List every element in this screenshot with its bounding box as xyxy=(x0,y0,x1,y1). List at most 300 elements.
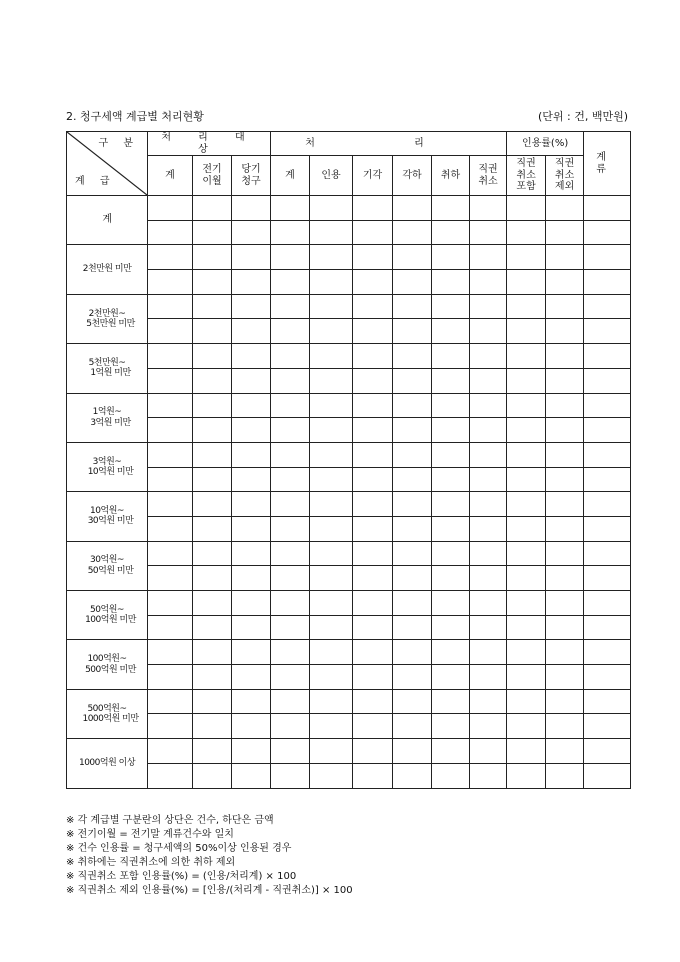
table-row-amount xyxy=(67,270,631,295)
table-cell xyxy=(432,615,470,640)
table-cell xyxy=(393,689,432,714)
table-cell xyxy=(584,196,631,221)
table-cell xyxy=(310,393,353,418)
table-row-count xyxy=(67,442,631,467)
table-cell xyxy=(393,591,432,616)
table-cell xyxy=(584,665,631,690)
table-cell xyxy=(353,220,393,245)
table-cell xyxy=(432,566,470,591)
table-cell xyxy=(353,368,393,393)
table-cell xyxy=(470,442,507,467)
table-cell xyxy=(353,763,393,788)
col-carryover: 전기 이월 xyxy=(193,156,232,196)
table-cell xyxy=(432,270,470,295)
table-cell xyxy=(193,270,232,295)
table-cell xyxy=(193,492,232,517)
col-current: 당기 청구 xyxy=(232,156,271,196)
table-cell xyxy=(470,344,507,369)
table-cell xyxy=(310,714,353,739)
table-cell xyxy=(546,270,584,295)
table-cell xyxy=(584,418,631,443)
table-cell xyxy=(193,541,232,566)
table-cell xyxy=(148,665,193,690)
table-cell xyxy=(393,196,432,221)
table-cell xyxy=(310,689,353,714)
table-cell xyxy=(232,294,271,319)
table-cell xyxy=(507,196,546,221)
table-cell xyxy=(507,739,546,764)
table-cell xyxy=(393,442,432,467)
table-cell xyxy=(148,516,193,541)
table-cell xyxy=(507,516,546,541)
table-cell xyxy=(193,640,232,665)
table-cell xyxy=(310,196,353,221)
table-cell xyxy=(193,368,232,393)
table-row-amount xyxy=(67,615,631,640)
table-cell xyxy=(232,442,271,467)
table-cell xyxy=(393,615,432,640)
table-cell xyxy=(393,516,432,541)
table-row-count xyxy=(67,344,631,369)
table-cell xyxy=(271,344,310,369)
table-cell xyxy=(148,393,193,418)
table-row-amount xyxy=(67,516,631,541)
table-cell xyxy=(271,442,310,467)
table-cell xyxy=(507,566,546,591)
table-cell xyxy=(584,368,631,393)
table-cell xyxy=(507,763,546,788)
table-cell xyxy=(353,689,393,714)
table-cell xyxy=(393,492,432,517)
table-row-amount xyxy=(67,665,631,690)
note: ※ 직권취소 포함 인용률(%) = (인용/처리계) × 100 xyxy=(66,871,297,882)
table-cell xyxy=(507,591,546,616)
table-cell xyxy=(470,270,507,295)
table-cell xyxy=(584,640,631,665)
table-cell xyxy=(470,245,507,270)
table-cell xyxy=(193,689,232,714)
table-cell xyxy=(232,566,271,591)
group-target: 처 리 대 상 xyxy=(148,132,271,156)
table-cell xyxy=(432,665,470,690)
table-cell xyxy=(271,516,310,541)
note: ※ 각 계급별 구분란의 상단은 건수, 하단은 금액 xyxy=(66,815,274,826)
table-cell xyxy=(310,566,353,591)
table-row-amount xyxy=(67,467,631,492)
table-cell xyxy=(271,541,310,566)
col-ex-officio: 직권 취소 xyxy=(470,156,507,196)
table-row-count xyxy=(67,591,631,616)
table-cell xyxy=(393,763,432,788)
table-cell xyxy=(232,245,271,270)
table-cell xyxy=(584,492,631,517)
table-cell xyxy=(546,615,584,640)
table-row-amount xyxy=(67,418,631,443)
table-cell xyxy=(546,640,584,665)
table-cell xyxy=(193,196,232,221)
table-cell xyxy=(584,294,631,319)
table-cell xyxy=(393,393,432,418)
table-cell xyxy=(232,418,271,443)
table-cell xyxy=(393,714,432,739)
table-cell xyxy=(148,442,193,467)
table-cell xyxy=(353,442,393,467)
row-label: 2천만원~ 5천만원 미만 xyxy=(67,294,148,343)
table-cell xyxy=(193,245,232,270)
table-cell xyxy=(432,516,470,541)
table-cell xyxy=(507,368,546,393)
table-cell xyxy=(546,220,584,245)
table-cell xyxy=(193,615,232,640)
table-cell xyxy=(232,196,271,221)
table-cell xyxy=(393,541,432,566)
table-cell xyxy=(470,541,507,566)
table-cell xyxy=(148,763,193,788)
table-cell xyxy=(148,541,193,566)
table-cell xyxy=(470,492,507,517)
table-cell xyxy=(584,615,631,640)
note: ※ 취하에는 직권취소에 의한 취하 제외 xyxy=(66,857,236,868)
table-cell xyxy=(271,640,310,665)
col-target-total: 계 xyxy=(148,156,193,196)
table-cell xyxy=(271,665,310,690)
table-cell xyxy=(393,245,432,270)
table-cell xyxy=(470,615,507,640)
table-cell xyxy=(310,442,353,467)
table-cell xyxy=(546,665,584,690)
table-cell xyxy=(310,270,353,295)
table-cell xyxy=(148,245,193,270)
table-cell xyxy=(470,739,507,764)
table-row-count xyxy=(67,294,631,319)
table-cell xyxy=(148,319,193,344)
table-cell xyxy=(193,566,232,591)
table-row-amount xyxy=(67,319,631,344)
table-cell xyxy=(310,492,353,517)
table-cell xyxy=(148,739,193,764)
table-cell xyxy=(470,467,507,492)
table-cell xyxy=(546,368,584,393)
table-cell xyxy=(507,344,546,369)
table-cell xyxy=(546,591,584,616)
table-cell xyxy=(507,665,546,690)
table-cell xyxy=(271,492,310,517)
table-cell xyxy=(507,467,546,492)
table-cell xyxy=(271,393,310,418)
table-cell xyxy=(470,418,507,443)
table-cell xyxy=(353,270,393,295)
table-cell xyxy=(148,196,193,221)
group-processing: 처 리 xyxy=(271,132,507,156)
table-cell xyxy=(470,591,507,616)
table-cell xyxy=(193,739,232,764)
table-cell xyxy=(353,418,393,443)
table-cell xyxy=(353,467,393,492)
table-cell xyxy=(546,714,584,739)
table-row-amount xyxy=(67,368,631,393)
table-cell xyxy=(507,220,546,245)
table-cell xyxy=(432,418,470,443)
table-cell xyxy=(584,467,631,492)
table-cell xyxy=(271,294,310,319)
table-cell xyxy=(232,591,271,616)
table-cell xyxy=(353,196,393,221)
table-cell xyxy=(507,689,546,714)
table-cell xyxy=(193,714,232,739)
table-cell xyxy=(546,245,584,270)
table-cell xyxy=(584,220,631,245)
table-cell xyxy=(148,714,193,739)
table-cell xyxy=(393,739,432,764)
table-cell xyxy=(353,319,393,344)
table-cell xyxy=(393,665,432,690)
table-cell xyxy=(546,467,584,492)
row-label: 3억원~ 10억원 미만 xyxy=(67,442,148,491)
table-cell xyxy=(271,615,310,640)
row-label: 100억원~ 500억원 미만 xyxy=(67,640,148,689)
table-cell xyxy=(148,467,193,492)
table-cell xyxy=(507,270,546,295)
table-cell xyxy=(584,689,631,714)
table-cell xyxy=(546,566,584,591)
table-cell xyxy=(507,714,546,739)
table-cell xyxy=(232,344,271,369)
table-cell xyxy=(432,245,470,270)
table-cell xyxy=(310,220,353,245)
table-cell xyxy=(393,319,432,344)
table-row-count xyxy=(67,245,631,270)
table-cell xyxy=(432,220,470,245)
table-cell xyxy=(310,665,353,690)
table-cell xyxy=(232,739,271,764)
table-cell xyxy=(148,220,193,245)
table-cell xyxy=(546,319,584,344)
table-cell xyxy=(232,393,271,418)
header-corner xyxy=(67,132,148,196)
table-cell xyxy=(507,492,546,517)
table-cell xyxy=(584,739,631,764)
table-cell xyxy=(507,245,546,270)
table-cell xyxy=(584,393,631,418)
table-cell xyxy=(271,739,310,764)
table-cell xyxy=(310,245,353,270)
table-cell xyxy=(232,492,271,517)
table-cell xyxy=(193,442,232,467)
table-cell xyxy=(271,591,310,616)
table-row-count xyxy=(67,689,631,714)
table-cell xyxy=(353,566,393,591)
table-cell xyxy=(353,344,393,369)
table-cell xyxy=(584,591,631,616)
table-cell xyxy=(271,714,310,739)
table-cell xyxy=(470,714,507,739)
table-cell xyxy=(193,467,232,492)
table-cell xyxy=(232,689,271,714)
table-row-count xyxy=(67,196,631,221)
table-cell xyxy=(232,319,271,344)
table-cell xyxy=(393,270,432,295)
table-cell xyxy=(393,368,432,393)
table-cell xyxy=(584,714,631,739)
table-cell xyxy=(507,294,546,319)
table-cell xyxy=(470,319,507,344)
table-cell xyxy=(310,418,353,443)
table-cell xyxy=(353,393,393,418)
table-row-amount xyxy=(67,714,631,739)
table-cell xyxy=(432,393,470,418)
table-cell xyxy=(432,294,470,319)
table-cell xyxy=(584,566,631,591)
col-rate-excl: 직권 취소 제외 xyxy=(546,156,584,196)
table-cell xyxy=(470,665,507,690)
table-cell xyxy=(507,393,546,418)
table-cell xyxy=(193,319,232,344)
table-cell xyxy=(310,763,353,788)
col-accepted: 인용 xyxy=(310,156,353,196)
table-cell xyxy=(193,418,232,443)
table-cell xyxy=(353,516,393,541)
table-cell xyxy=(353,739,393,764)
table-cell xyxy=(507,442,546,467)
table-cell xyxy=(148,566,193,591)
table-cell xyxy=(432,763,470,788)
table-cell xyxy=(271,270,310,295)
table-cell xyxy=(353,541,393,566)
table-cell xyxy=(393,640,432,665)
table-cell xyxy=(432,739,470,764)
table-cell xyxy=(148,492,193,517)
table-cell xyxy=(271,319,310,344)
table-cell xyxy=(232,220,271,245)
table-cell xyxy=(310,368,353,393)
table-cell xyxy=(432,344,470,369)
table-row-count xyxy=(67,739,631,764)
table-cell xyxy=(271,763,310,788)
table-cell xyxy=(193,294,232,319)
note: ※ 전기이월 = 전기말 계류건수와 일치 xyxy=(66,829,234,840)
col-rejected: 각하 xyxy=(393,156,432,196)
table-cell xyxy=(148,640,193,665)
table-cell xyxy=(271,689,310,714)
table-cell xyxy=(393,418,432,443)
table-cell xyxy=(507,615,546,640)
table-cell xyxy=(470,393,507,418)
row-label: 1억원~ 3억원 미만 xyxy=(67,393,148,442)
table-cell xyxy=(148,615,193,640)
table-cell xyxy=(432,368,470,393)
row-label: 10억원~ 30억원 미만 xyxy=(67,492,148,541)
table-cell xyxy=(470,368,507,393)
table-cell xyxy=(507,541,546,566)
table-cell xyxy=(507,640,546,665)
row-label: 5천만원~ 1억원 미만 xyxy=(67,344,148,393)
table-cell xyxy=(546,294,584,319)
table-cell xyxy=(432,541,470,566)
table-cell xyxy=(546,418,584,443)
table-cell xyxy=(271,368,310,393)
table-cell xyxy=(193,516,232,541)
table-cell xyxy=(148,689,193,714)
table-row-amount xyxy=(67,763,631,788)
table-cell xyxy=(148,368,193,393)
table-cell xyxy=(432,196,470,221)
table-row-amount xyxy=(67,566,631,591)
table-row-count xyxy=(67,393,631,418)
table-cell xyxy=(193,591,232,616)
table-cell xyxy=(432,442,470,467)
table-cell xyxy=(271,418,310,443)
table-cell xyxy=(271,220,310,245)
table-cell xyxy=(546,393,584,418)
table-cell xyxy=(432,467,470,492)
table-cell xyxy=(584,344,631,369)
table-cell xyxy=(353,615,393,640)
table-cell xyxy=(232,368,271,393)
table-row-amount xyxy=(67,220,631,245)
table-cell xyxy=(507,319,546,344)
table-cell xyxy=(232,763,271,788)
note: ※ 건수 인용률 = 청구세액의 50%이상 인용된 경우 xyxy=(66,843,292,854)
table-cell xyxy=(546,196,584,221)
table-cell xyxy=(148,270,193,295)
note: ※ 직권취소 제외 인용률(%) = [인용/(처리계 - 직권취소)] × 100 xyxy=(66,885,353,896)
table-cell xyxy=(310,294,353,319)
table-cell xyxy=(432,714,470,739)
table-cell xyxy=(584,245,631,270)
row-label: 2천만원 미만 xyxy=(67,245,148,294)
table-cell xyxy=(546,739,584,764)
table-cell xyxy=(507,418,546,443)
table-cell xyxy=(470,566,507,591)
table-cell xyxy=(470,689,507,714)
row-label: 50억원~ 100억원 미만 xyxy=(67,591,148,640)
table-cell xyxy=(584,270,631,295)
table-cell xyxy=(310,541,353,566)
table-cell xyxy=(232,541,271,566)
table-cell xyxy=(271,196,310,221)
col-proc-total: 계 xyxy=(271,156,310,196)
row-label: 1000억원 이상 xyxy=(67,739,148,788)
table-cell xyxy=(193,665,232,690)
corner-top-label: 구 분 xyxy=(98,138,139,149)
table-cell xyxy=(432,689,470,714)
table-cell xyxy=(310,591,353,616)
table-cell xyxy=(193,344,232,369)
table-cell xyxy=(546,541,584,566)
table-cell xyxy=(232,516,271,541)
table-cell xyxy=(432,492,470,517)
table-cell xyxy=(271,467,310,492)
table-cell xyxy=(432,640,470,665)
table-cell xyxy=(470,763,507,788)
classification-table xyxy=(66,131,631,789)
table-row-count xyxy=(67,541,631,566)
corner-bottom-label: 계 급 xyxy=(75,175,116,187)
table-cell xyxy=(310,319,353,344)
table-cell xyxy=(353,665,393,690)
row-label: 30억원~ 50억원 미만 xyxy=(67,541,148,590)
table-cell xyxy=(584,319,631,344)
table-cell xyxy=(148,294,193,319)
table-cell xyxy=(470,220,507,245)
col-pending: 계 류 xyxy=(584,132,631,196)
table-cell xyxy=(546,516,584,541)
table-cell xyxy=(470,294,507,319)
table-cell xyxy=(232,665,271,690)
table-cell xyxy=(393,467,432,492)
table-cell xyxy=(393,344,432,369)
table-cell xyxy=(310,467,353,492)
